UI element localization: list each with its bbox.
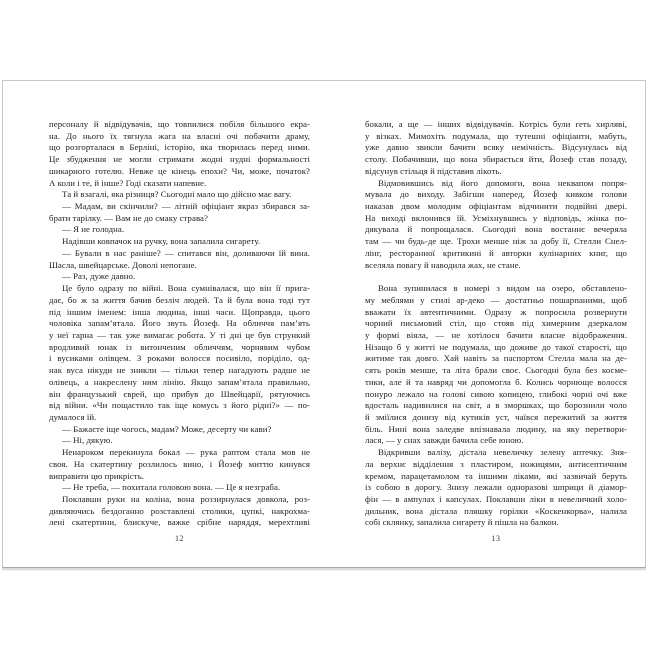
- text-line: дивляючись бездоганно розставлені столики, цупкі, накрохма-: [49, 505, 310, 516]
- page-right: [324, 81, 645, 567]
- text-line: — Бажаєте іще чогось, мадам? Може, десерту чи кави?: [62, 423, 272, 434]
- text-line: Відмовившись від його допомоги, вона неквапом попря-: [378, 177, 627, 188]
- text-line: із собою в дорогу. Знизу лежали одноразові шприци й діамор-: [365, 482, 627, 493]
- text-line: Це збудження не могли стримати жодні нудні формальності: [49, 154, 310, 165]
- text-line: Надівши ковпачок на ручку, вона запалила сигарету.: [62, 236, 261, 247]
- text-line: там — чи будь-де ще. Трохи менше ніж за добу її, Стелли Снел-: [365, 236, 627, 247]
- text-line: вдосталь надивилися на світ, а в зморшках, що борознили чоло: [365, 400, 627, 411]
- page-number-left: 12: [175, 534, 184, 544]
- blank-line: [365, 271, 627, 283]
- text-line: Вона зупинилася в номері з видом на озеро, обставлено-: [378, 283, 627, 294]
- text-line: столу. Побачивши, що вона збирається йти, Йозеф став позаду,: [365, 154, 627, 165]
- text-line: вважати їх автентичними. Одразу ж попросила розвернути: [365, 306, 627, 317]
- text-line: понуро лежало на голові сивою копицею, глибокі чорні очі вже: [365, 388, 627, 399]
- text-line: сять років менше, та літа брали своє. Сьогодні була без косме-: [365, 365, 627, 376]
- text-line: Нізащо б у житті не подумала, що доживе до такої старості, що: [365, 341, 627, 352]
- text-line: собі склянку, запалила сигарету й пішла на балкон.: [365, 517, 559, 528]
- text-line: житиме так довго. Хай навіть за паспортом Стелла мала на де-: [365, 353, 627, 364]
- text-line: дильник, вона дістала пляшку горілки «Коскенкорва», налила: [365, 505, 627, 516]
- text-line: нак вуса нікуди не зникли — тільки тепер нагадують радше не: [49, 365, 310, 376]
- text-line: Ненароком перекинула бокал — рука раптом стала мов не: [62, 447, 310, 458]
- text-line: — Не треба, — похитала головою вона. — Це я незграба.: [62, 482, 281, 493]
- text-line: бокали, а ще — інших відвідувачів. Котрісь були геть хирляві,: [365, 119, 627, 129]
- text-line: тики, але й та навряд чи допомогла б. Колись чорнюще волосся: [365, 376, 627, 387]
- text-line: чорний письмовий стіл, що стояв під химерним дзеркалом: [365, 318, 627, 329]
- text-line: Поклавши руки на коліна, вона роззирнулася довкола, роз-: [62, 494, 310, 504]
- book-spread: [2, 80, 646, 568]
- text-line: дає, бо ж за життя бачив безліч людей. Та й була вона тоді тут: [49, 294, 310, 305]
- text-line: персоналу й відвідувачів, що товпилися побіля більшого екра-: [49, 119, 310, 129]
- text-line: — Ні, дякую.: [62, 435, 113, 446]
- text-line: уже давно звикли бачити всяку немічність. Відсунулась від: [365, 142, 627, 153]
- text-line: — Мадам, ви скінчили? — літній офіціант якраз збирався за-: [62, 201, 310, 212]
- text-line: — Бували в нас раніше? — спитався він, доливаючи їй вина.: [62, 247, 310, 258]
- text-line: Відкривши валізу, дістала невеличку зелену аптечку. Зня-: [378, 447, 627, 458]
- text-line: й зміїлися донизу від кутиків уст, чаївся пережитий за життя: [365, 411, 627, 422]
- text-line: вселяла повагу й наводила жах, не стане.: [365, 259, 521, 270]
- text-line: — Я не голодна.: [62, 224, 125, 235]
- page-left: [3, 81, 324, 567]
- text-line: — Раз, дуже давно.: [62, 271, 136, 282]
- text-line: наказав двом молодим офіціантам відчинити подвійні двері.: [365, 201, 627, 212]
- text-line: від війни. «Чи пощастило так іще комусь з його рідні?» — по-: [49, 400, 310, 411]
- text-line: Шасла, швейцарське. Доволі непогане.: [49, 259, 197, 270]
- text-line: Це було одразу по війні. Вона сумнівалася, що він її прига-: [62, 283, 310, 294]
- text-line: кремом, парацетамолом та іншими ліками, які зазвичай беруть: [365, 470, 627, 481]
- text-line: фін — в ампулах і капсулах. Поклавши ліки в невеличкий холо-: [365, 494, 627, 504]
- text-line: він французький єврей, що прибув до Швейцарії, рятуючись: [49, 388, 310, 399]
- text-line: брати тарілку. — Вам не до смаку страва?: [49, 212, 208, 223]
- text-line: думалося їй.: [49, 411, 97, 422]
- text-line: А коли і те, й інше? Годі сказати напевне.: [49, 177, 207, 188]
- text-line: чоловіка запам’ятала. Його звуть Йозеф. На обличчя пам’ять: [49, 318, 310, 329]
- text-line: виправити цю прикрість.: [49, 470, 145, 481]
- text-line: му меблями у стилі ар-деко — достатньо пошарпаними, щоб: [365, 294, 627, 305]
- text-line: лені скатертини, блискуче, важке срібне наряддя, мерехтливі: [49, 517, 310, 528]
- text-line: шикарного готелю. Невже це кінець епохи? Чи, може, початок?: [49, 165, 310, 176]
- text-line: біль. Нині вона заледве впізнавала людину, на яку перетвори-: [365, 423, 627, 434]
- text-line: Та й взагалі, яка різниця? Сьогодні мало що дійсно має вагу.: [62, 189, 292, 200]
- page-number-right: 13: [491, 534, 501, 544]
- text-line: у візках. Мимохіть подумала, що тутешні офіціанти, мабуть,: [365, 130, 627, 141]
- text-line: і вусиками олівцем. З роками волосся посивіло, поріділо, од-: [49, 353, 310, 364]
- text-line: олівець, а накреслену ним лінію. Якщо запам’ятала правильно,: [49, 376, 310, 387]
- text-line: під іншим іменем: інша людина, інші часи. Щоправда, цього: [49, 306, 310, 317]
- text-line: своя. На скатертину розлилось вино, і Йозеф миттю кинувся: [49, 458, 310, 469]
- text-line: мувала до виходу. Забігши наперед, Йозеф кивком голови: [365, 189, 627, 200]
- text-line: у формі віяла, — не хотілося бачити власне відображення.: [365, 329, 627, 340]
- page-left-text: [49, 81, 310, 529]
- text-line: вродливий юнак із витонченим обличчям, чорнявим чубом: [49, 341, 310, 352]
- page-right-text: [365, 81, 627, 529]
- text-line: що розгорталася в Берліні, історію, яка творилась перед ними.: [49, 142, 310, 153]
- text-line: дякувала й попрощалася. Сьогодні вона востаннє вечеряла: [365, 224, 627, 235]
- text-line: у неї гарна — так уже вимагає робота. У ті дні це був стрункий: [49, 329, 310, 340]
- text-line: лася, — у снах завжди бачила себе юною.: [365, 435, 524, 446]
- text-line: ла верхнє відділення з пластиром, ножицями, антисептичним: [365, 458, 627, 469]
- text-line: На виході вклонився їй. Усміхнувшись у відповідь, жінка по-: [365, 212, 627, 223]
- text-line: лінг, ресторанної критикині й авторки кулінарних книг, що: [365, 247, 627, 258]
- text-line: відсунув стільця й підставив лікоть.: [365, 165, 502, 176]
- text-line: на. До нього їх тягнула жага на власні очі побачити драму,: [49, 130, 310, 141]
